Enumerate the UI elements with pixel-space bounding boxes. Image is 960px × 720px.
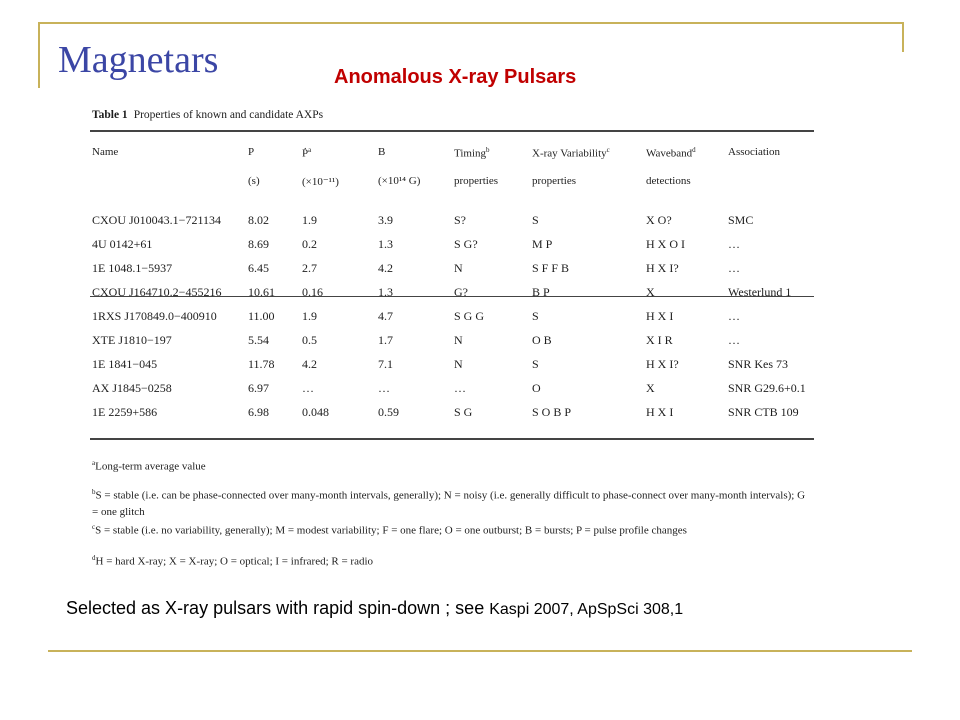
- column-header-footnote-mark: d: [692, 146, 696, 154]
- table-cell: 1E 2259+586: [92, 405, 158, 419]
- table-cell: M P: [532, 237, 553, 251]
- table-cell: 11.00: [248, 309, 275, 323]
- table-cell: 4.2: [378, 261, 393, 275]
- table-cell: 1.7: [378, 333, 393, 347]
- left-decoration-line: [38, 22, 40, 88]
- table-cell: H X O I: [646, 237, 685, 251]
- table-cell: 4U 0142+61: [92, 237, 153, 251]
- footnote-text: H = hard X-ray; X = X-ray; O = optical; I = infrared; R = radio: [95, 555, 374, 568]
- table-top-rule: [90, 130, 814, 132]
- table-cell: 0.2: [302, 237, 317, 251]
- table-cell: 6.97: [248, 381, 269, 395]
- table-cell: X I R: [646, 333, 673, 347]
- table-cell: …: [454, 381, 466, 395]
- table-cell: XTE J1810−197: [92, 333, 172, 347]
- table-cell: X O?: [646, 213, 672, 227]
- table-cell: 1.9: [302, 309, 317, 323]
- column-header: [646, 146, 696, 160]
- column-header-unit: properties: [532, 175, 576, 187]
- table-cell: H X I?: [646, 261, 679, 275]
- table-cell: CXOU J010043.1−721134: [92, 213, 221, 227]
- table-cell: X: [646, 285, 655, 299]
- table-cell: 8.69: [248, 237, 269, 251]
- table-cell: O: [532, 381, 541, 395]
- column-header-label: Association: [728, 146, 780, 158]
- table-cell: 5.54: [248, 333, 269, 347]
- footnote-mark: a: [92, 459, 96, 467]
- table-cell: 1.3: [378, 237, 393, 251]
- column-header-unit: (×10⁻¹¹): [302, 176, 339, 188]
- table-cell: 1E 1048.1−5937: [92, 261, 173, 275]
- table-cell: 6.45: [248, 261, 269, 275]
- table-cell: 8.02: [248, 213, 269, 227]
- table-cell: SNR CTB 109: [728, 405, 799, 419]
- footnote-text: S = stable (i.e. no variability, generally); M = modest variability; F = one flare; O = one outburst; B = bursts; P = pulse profile changes: [95, 524, 687, 537]
- table-cell: 0.5: [302, 333, 317, 347]
- table-cell: G?: [454, 285, 468, 299]
- table-cell: 4.7: [378, 309, 393, 323]
- table-footnote: [92, 484, 812, 520]
- table-cell: 1RXS J170849.0−400910: [92, 309, 217, 323]
- table-cell: …: [728, 237, 740, 251]
- table-cell: 1.3: [378, 285, 393, 299]
- table-cell: 0.16: [302, 285, 323, 299]
- column-header-label: Name: [92, 146, 119, 158]
- column-header: [302, 146, 311, 160]
- footnote-text: S = stable (i.e. can be phase-connected over many-month intervals, generally); N = noisy (i.e. generally difficult to phase-connect over many-month intervals); G = one glitch: [92, 489, 806, 518]
- table-cell: S: [532, 309, 539, 323]
- footnote-mark: c: [92, 523, 96, 531]
- column-header: [248, 146, 254, 158]
- footer-text: Selected as X-ray pulsars with rapid spin-down ; see: [66, 598, 485, 618]
- footnote-mark: d: [92, 554, 96, 562]
- table-cell: X: [646, 381, 655, 395]
- table-cell: SNR G29.6+0.1: [728, 381, 806, 395]
- table-cell: 1.9: [302, 213, 317, 227]
- table-cell: CXOU J164710.2−455216: [92, 285, 222, 299]
- table-footnote: [92, 550, 812, 570]
- table-cell: B P: [532, 285, 550, 299]
- column-header-footnote-mark: c: [606, 146, 610, 154]
- column-header-label: Ṗ: [302, 147, 309, 160]
- table-label: Table 1: [92, 109, 128, 121]
- table-cell: H X I: [646, 309, 674, 323]
- column-header: [728, 146, 780, 158]
- table-cell: 2.7: [302, 261, 317, 275]
- table-cell: H X I?: [646, 357, 679, 371]
- bottom-decoration-line: [48, 650, 912, 652]
- footnote-mark: b: [92, 488, 96, 496]
- table-cell: S: [532, 357, 539, 371]
- table-cell: …: [728, 261, 740, 275]
- table-footnote: [92, 455, 812, 475]
- footnote-text: Long-term average value: [95, 460, 206, 473]
- column-header: [92, 146, 118, 158]
- column-header-label: X-ray Variability: [532, 147, 607, 160]
- table-cell: 4.2: [302, 357, 317, 371]
- column-header-unit: (×10¹⁴ G): [378, 175, 421, 187]
- table-cell: N: [454, 357, 463, 371]
- table-cell: 11.78: [248, 357, 275, 371]
- table-cell: S G: [454, 405, 473, 419]
- column-header-label: P: [248, 146, 255, 158]
- column-header-unit: (s): [248, 175, 260, 187]
- table-cell: H X I: [646, 405, 674, 419]
- slide-title: Magnetars: [58, 39, 219, 81]
- table-cell: 7.1: [378, 357, 393, 371]
- table-cell: S G G: [454, 309, 485, 323]
- table-cell: O B: [532, 333, 552, 347]
- table-cell: S?: [454, 213, 466, 227]
- table-cell: AX J1845−0258: [92, 381, 172, 395]
- top-decoration-line: [38, 22, 904, 24]
- column-header: [454, 146, 490, 160]
- column-header-unit: properties: [454, 175, 498, 187]
- column-header-footnote-mark: b: [486, 146, 490, 154]
- footer-note: [66, 598, 683, 619]
- table-cell: …: [302, 381, 314, 395]
- slide-subtitle: Anomalous X-ray Pulsars: [334, 66, 577, 88]
- table-figure: [86, 100, 818, 574]
- column-header-label: Timing: [454, 147, 487, 160]
- column-header-unit: detections: [646, 175, 691, 187]
- table-cell: 6.98: [248, 405, 269, 419]
- table-cell: 10.61: [248, 285, 275, 299]
- table-caption-text: Properties of known and candidate AXPs: [133, 109, 324, 121]
- table-cell: SMC: [728, 213, 754, 227]
- footer-reference: Kaspi 2007, ApSpSci 308,1: [489, 601, 684, 618]
- table-cell: S G?: [454, 237, 478, 251]
- table-cell: N: [454, 333, 463, 347]
- table-cell: …: [378, 381, 390, 395]
- table-cell: 0.048: [302, 405, 329, 419]
- table-cell: 3.9: [378, 213, 393, 227]
- table-cell: 0.59: [378, 405, 399, 419]
- column-header: [378, 146, 385, 158]
- right-decoration-line: [902, 22, 904, 52]
- table-cell: SNR Kes 73: [728, 357, 789, 371]
- table-cell: …: [728, 333, 740, 347]
- table-caption: [92, 109, 323, 121]
- column-header-label: B: [378, 146, 386, 158]
- column-header: [532, 146, 610, 160]
- column-header-footnote-mark: a: [308, 146, 312, 154]
- table-cell: S: [532, 213, 539, 227]
- table-cell: Westerlund 1: [728, 285, 792, 299]
- table-cell: …: [728, 309, 740, 323]
- column-header-label: Waveband: [646, 147, 693, 160]
- table-footnote: [92, 519, 812, 539]
- table-cell: S O B P: [532, 405, 572, 419]
- table-cell: 1E 1841−045: [92, 357, 158, 371]
- table-cell: S F F B: [532, 261, 570, 275]
- table-bottom-rule: [90, 438, 814, 440]
- table-cell: N: [454, 261, 463, 275]
